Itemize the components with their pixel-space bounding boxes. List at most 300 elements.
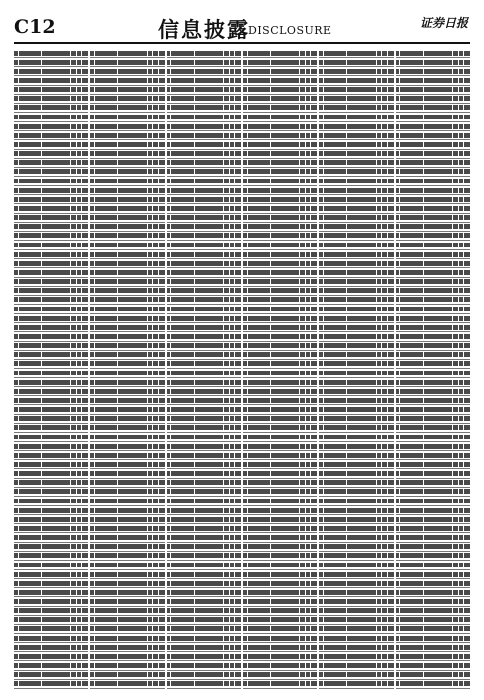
table-cell bbox=[382, 416, 386, 421]
table-cell bbox=[464, 69, 470, 74]
table-row bbox=[14, 597, 88, 606]
table-cell bbox=[95, 526, 117, 531]
table-cell bbox=[300, 343, 304, 348]
table-cell bbox=[464, 425, 470, 430]
table-cell bbox=[459, 681, 463, 686]
table-cell bbox=[118, 78, 146, 83]
table-row bbox=[396, 250, 470, 259]
table-cell bbox=[235, 270, 241, 275]
table-cell bbox=[377, 517, 381, 522]
table-row bbox=[14, 579, 88, 588]
table-cell bbox=[319, 636, 323, 641]
table-cell bbox=[248, 224, 270, 229]
table-cell bbox=[118, 553, 146, 558]
table-row bbox=[90, 223, 164, 232]
table-cell bbox=[195, 672, 223, 677]
table-cell bbox=[82, 197, 88, 202]
table-cell bbox=[95, 499, 117, 504]
table-cell bbox=[248, 69, 270, 74]
table-cell bbox=[459, 480, 463, 485]
table-cell bbox=[148, 352, 152, 357]
table-cell bbox=[453, 361, 457, 366]
table-cell bbox=[319, 252, 323, 257]
table-cell bbox=[235, 535, 241, 540]
table-cell bbox=[159, 425, 165, 430]
table-cell bbox=[19, 599, 41, 604]
table-cell bbox=[171, 352, 193, 357]
table-cell bbox=[388, 279, 394, 284]
table-cell bbox=[311, 206, 317, 211]
table-row bbox=[167, 232, 241, 241]
table-cell bbox=[464, 654, 470, 659]
table-cell bbox=[171, 169, 193, 174]
table-row bbox=[243, 67, 317, 76]
table-cell bbox=[300, 261, 304, 266]
table-cell bbox=[235, 489, 241, 494]
table-row bbox=[167, 616, 241, 625]
table-row bbox=[396, 259, 470, 268]
table-cell bbox=[382, 380, 386, 385]
table-row bbox=[243, 323, 317, 332]
table-cell bbox=[319, 197, 323, 202]
table-cell bbox=[82, 425, 88, 430]
table-cell bbox=[347, 188, 375, 193]
table-cell bbox=[171, 672, 193, 677]
table-cell bbox=[319, 297, 323, 302]
table-cell bbox=[459, 124, 463, 129]
table-cell bbox=[42, 179, 70, 184]
table-cell bbox=[153, 142, 157, 147]
table-cell bbox=[248, 288, 270, 293]
table-cell bbox=[153, 626, 157, 631]
table-cell bbox=[14, 105, 18, 110]
table-cell bbox=[324, 343, 346, 348]
table-cell bbox=[82, 261, 88, 266]
table-cell bbox=[90, 508, 94, 513]
table-cell bbox=[464, 361, 470, 366]
table-cell bbox=[271, 471, 299, 476]
table-cell bbox=[382, 69, 386, 74]
table-cell bbox=[159, 517, 165, 522]
table-cell bbox=[159, 499, 165, 504]
table-cell bbox=[347, 590, 375, 595]
table-cell bbox=[153, 416, 157, 421]
table-cell bbox=[306, 206, 310, 211]
table-row bbox=[396, 579, 470, 588]
table-cell bbox=[248, 626, 270, 631]
table-cell bbox=[347, 87, 375, 92]
table-cell bbox=[159, 654, 165, 659]
table-row bbox=[167, 506, 241, 515]
table-cell bbox=[71, 215, 75, 220]
table-row bbox=[396, 433, 470, 442]
table-row bbox=[396, 268, 470, 277]
table-cell bbox=[424, 608, 452, 613]
table-cell bbox=[400, 325, 422, 330]
table-cell bbox=[243, 553, 247, 558]
table-row bbox=[167, 524, 241, 533]
table-row bbox=[319, 396, 393, 405]
table-cell bbox=[271, 663, 299, 668]
table-cell bbox=[230, 105, 234, 110]
table-cell bbox=[71, 142, 75, 147]
table-cell bbox=[90, 69, 94, 74]
table-cell bbox=[14, 188, 18, 193]
table-cell bbox=[95, 544, 117, 549]
table-cell bbox=[424, 69, 452, 74]
table-cell bbox=[235, 444, 241, 449]
table-cell bbox=[14, 471, 18, 476]
table-cell bbox=[400, 398, 422, 403]
table-cell bbox=[377, 105, 381, 110]
table-cell bbox=[324, 563, 346, 568]
table-cell bbox=[90, 105, 94, 110]
table-row bbox=[319, 323, 393, 332]
table-cell bbox=[230, 626, 234, 631]
table-row bbox=[396, 387, 470, 396]
table-cell bbox=[159, 371, 165, 376]
table-cell bbox=[306, 453, 310, 458]
table-cell bbox=[153, 444, 157, 449]
table-cell bbox=[148, 307, 152, 312]
table-cell bbox=[382, 179, 386, 184]
table-cell bbox=[324, 544, 346, 549]
table-cell bbox=[14, 224, 18, 229]
table-cell bbox=[243, 261, 247, 266]
table-cell bbox=[118, 453, 146, 458]
table-cell bbox=[396, 398, 400, 403]
table-cell bbox=[235, 206, 241, 211]
table-cell bbox=[396, 599, 400, 604]
table-cell bbox=[382, 681, 386, 686]
table-cell bbox=[243, 60, 247, 65]
table-cell bbox=[243, 471, 247, 476]
table-cell bbox=[248, 270, 270, 275]
table-cell bbox=[77, 188, 81, 193]
table-cell bbox=[230, 380, 234, 385]
table-cell bbox=[459, 517, 463, 522]
table-cell bbox=[248, 87, 270, 92]
table-cell bbox=[159, 233, 165, 238]
table-cell bbox=[424, 215, 452, 220]
table-cell bbox=[153, 224, 157, 229]
table-cell bbox=[19, 654, 41, 659]
table-cell bbox=[388, 636, 394, 641]
table-cell bbox=[464, 407, 470, 412]
table-cell bbox=[347, 425, 375, 430]
table-cell bbox=[453, 654, 457, 659]
table-cell bbox=[77, 307, 81, 312]
table-cell bbox=[235, 87, 241, 92]
table-cell bbox=[300, 151, 304, 156]
table-cell bbox=[71, 297, 75, 302]
table-row bbox=[90, 168, 164, 177]
table-cell bbox=[459, 526, 463, 531]
table-cell bbox=[71, 444, 75, 449]
table-cell bbox=[159, 87, 165, 92]
table-cell bbox=[311, 60, 317, 65]
table-cell bbox=[195, 307, 223, 312]
table-cell bbox=[77, 279, 81, 284]
table-cell bbox=[300, 243, 304, 248]
table-cell bbox=[424, 471, 452, 476]
table-cell bbox=[77, 215, 81, 220]
table-cell bbox=[424, 60, 452, 65]
table-cell bbox=[464, 563, 470, 568]
table-cell bbox=[347, 480, 375, 485]
table-row bbox=[396, 58, 470, 67]
table-cell bbox=[324, 288, 346, 293]
table-cell bbox=[347, 572, 375, 577]
table-cell bbox=[453, 69, 457, 74]
table-cell bbox=[271, 169, 299, 174]
table-cell bbox=[464, 325, 470, 330]
table-cell bbox=[71, 270, 75, 275]
table-cell bbox=[424, 179, 452, 184]
table-row bbox=[319, 351, 393, 360]
table-cell bbox=[195, 599, 223, 604]
table-cell bbox=[224, 224, 228, 229]
table-cell bbox=[195, 590, 223, 595]
table-cell bbox=[82, 581, 88, 586]
table-row bbox=[14, 122, 88, 131]
table-cell bbox=[71, 334, 75, 339]
table-row bbox=[243, 122, 317, 131]
table-cell bbox=[377, 407, 381, 412]
table-cell bbox=[243, 617, 247, 622]
table-cell bbox=[382, 654, 386, 659]
table-cell bbox=[77, 663, 81, 668]
table-cell bbox=[77, 462, 81, 467]
table-cell bbox=[195, 581, 223, 586]
table-cell bbox=[148, 480, 152, 485]
table-row bbox=[14, 515, 88, 524]
table-cell bbox=[95, 151, 117, 156]
table-cell bbox=[311, 672, 317, 677]
table-cell bbox=[171, 654, 193, 659]
table-cell bbox=[235, 371, 241, 376]
table-cell bbox=[90, 87, 94, 92]
table-cell bbox=[224, 553, 228, 558]
table-cell bbox=[396, 535, 400, 540]
table-cell bbox=[230, 462, 234, 467]
table-cell bbox=[167, 535, 171, 540]
table-cell bbox=[271, 215, 299, 220]
table-cell bbox=[195, 563, 223, 568]
table-cell bbox=[464, 371, 470, 376]
table-row bbox=[14, 387, 88, 396]
table-cell bbox=[167, 407, 171, 412]
table-row bbox=[167, 131, 241, 140]
table-row bbox=[90, 232, 164, 241]
table-row bbox=[396, 323, 470, 332]
table-row bbox=[14, 278, 88, 287]
table-cell bbox=[118, 517, 146, 522]
table-cell bbox=[388, 672, 394, 677]
table-cell bbox=[396, 389, 400, 394]
table-cell bbox=[148, 590, 152, 595]
table-cell bbox=[224, 316, 228, 321]
table-row bbox=[396, 296, 470, 305]
table-cell bbox=[400, 389, 422, 394]
table-cell bbox=[248, 307, 270, 312]
table-cell bbox=[300, 526, 304, 531]
table-cell bbox=[77, 160, 81, 165]
table-cell bbox=[388, 654, 394, 659]
table-cell bbox=[382, 51, 386, 56]
table-cell bbox=[71, 224, 75, 229]
table-cell bbox=[464, 197, 470, 202]
table-row bbox=[243, 469, 317, 478]
table-cell bbox=[19, 133, 41, 138]
table-cell bbox=[388, 115, 394, 120]
table-cell bbox=[171, 444, 193, 449]
table-row bbox=[167, 332, 241, 341]
table-cell bbox=[230, 215, 234, 220]
table-cell bbox=[271, 243, 299, 248]
table-cell bbox=[311, 572, 317, 577]
table-cell bbox=[71, 617, 75, 622]
table-cell bbox=[382, 224, 386, 229]
table-cell bbox=[159, 243, 165, 248]
table-cell bbox=[90, 60, 94, 65]
table-cell bbox=[82, 636, 88, 641]
table-cell bbox=[271, 489, 299, 494]
table-cell bbox=[118, 151, 146, 156]
table-cell bbox=[118, 307, 146, 312]
table-cell bbox=[271, 307, 299, 312]
table-row bbox=[243, 405, 317, 414]
table-cell bbox=[230, 499, 234, 504]
table-cell bbox=[230, 233, 234, 238]
table-cell bbox=[396, 115, 400, 120]
table-cell bbox=[347, 462, 375, 467]
table-cell bbox=[300, 590, 304, 595]
table-cell bbox=[424, 279, 452, 284]
table-cell bbox=[271, 407, 299, 412]
table-cell bbox=[453, 215, 457, 220]
table-cell bbox=[14, 425, 18, 430]
table-cell bbox=[153, 453, 157, 458]
table-cell bbox=[377, 663, 381, 668]
table-row bbox=[243, 296, 317, 305]
table-cell bbox=[171, 553, 193, 558]
table-row bbox=[243, 268, 317, 277]
table-cell bbox=[347, 179, 375, 184]
table-cell bbox=[271, 151, 299, 156]
table-cell bbox=[382, 124, 386, 129]
table-cell bbox=[153, 334, 157, 339]
table-cell bbox=[77, 590, 81, 595]
table-cell bbox=[71, 151, 75, 156]
table-cell bbox=[167, 453, 171, 458]
table-cell bbox=[71, 645, 75, 650]
table-cell bbox=[464, 553, 470, 558]
table-cell bbox=[248, 334, 270, 339]
table-cell bbox=[14, 233, 18, 238]
table-row bbox=[14, 342, 88, 351]
table-row bbox=[90, 131, 164, 140]
table-cell bbox=[71, 663, 75, 668]
table-cell bbox=[230, 416, 234, 421]
table-cell bbox=[377, 380, 381, 385]
table-cell bbox=[382, 233, 386, 238]
table-row bbox=[396, 150, 470, 159]
table-row bbox=[396, 415, 470, 424]
table-cell bbox=[382, 572, 386, 577]
table-cell bbox=[153, 654, 157, 659]
table-cell bbox=[464, 389, 470, 394]
table-row bbox=[14, 67, 88, 76]
table-cell bbox=[248, 361, 270, 366]
table-cell bbox=[77, 526, 81, 531]
table-cell bbox=[95, 343, 117, 348]
table-row bbox=[90, 424, 164, 433]
table-cell bbox=[243, 672, 247, 677]
table-cell bbox=[90, 425, 94, 430]
table-cell bbox=[82, 407, 88, 412]
table-cell bbox=[319, 105, 323, 110]
table-row bbox=[319, 469, 393, 478]
table-cell bbox=[153, 133, 157, 138]
table-cell bbox=[42, 142, 70, 147]
table-cell bbox=[306, 371, 310, 376]
table-row bbox=[90, 588, 164, 597]
table-cell bbox=[424, 270, 452, 275]
table-cell bbox=[347, 389, 375, 394]
table-cell bbox=[388, 416, 394, 421]
table-cell bbox=[224, 480, 228, 485]
table-cell bbox=[42, 581, 70, 586]
table-row bbox=[14, 104, 88, 113]
table-cell bbox=[319, 407, 323, 412]
table-cell bbox=[453, 142, 457, 147]
table-cell bbox=[167, 115, 171, 120]
table-cell bbox=[118, 681, 146, 686]
table-cell bbox=[153, 51, 157, 56]
table-cell bbox=[230, 617, 234, 622]
table-cell bbox=[424, 261, 452, 266]
table-row bbox=[396, 67, 470, 76]
table-cell bbox=[400, 361, 422, 366]
table-cell bbox=[382, 215, 386, 220]
table-cell bbox=[300, 252, 304, 257]
table-cell bbox=[19, 407, 41, 412]
table-cell bbox=[148, 188, 152, 193]
table-cell bbox=[224, 654, 228, 659]
table-row bbox=[90, 597, 164, 606]
table-cell bbox=[77, 572, 81, 577]
table-row bbox=[14, 570, 88, 579]
table-cell bbox=[324, 105, 346, 110]
table-cell bbox=[71, 517, 75, 522]
table-row bbox=[319, 49, 393, 58]
table-cell bbox=[235, 297, 241, 302]
table-row bbox=[243, 232, 317, 241]
table-cell bbox=[424, 462, 452, 467]
table-cell bbox=[42, 361, 70, 366]
table-cell bbox=[459, 398, 463, 403]
table-cell bbox=[459, 626, 463, 631]
table-cell bbox=[14, 599, 18, 604]
table-row bbox=[14, 323, 88, 332]
table-cell bbox=[90, 325, 94, 330]
table-cell bbox=[424, 407, 452, 412]
table-cell bbox=[424, 343, 452, 348]
table-cell bbox=[195, 489, 223, 494]
table-cell bbox=[77, 444, 81, 449]
table-cell bbox=[235, 160, 241, 165]
